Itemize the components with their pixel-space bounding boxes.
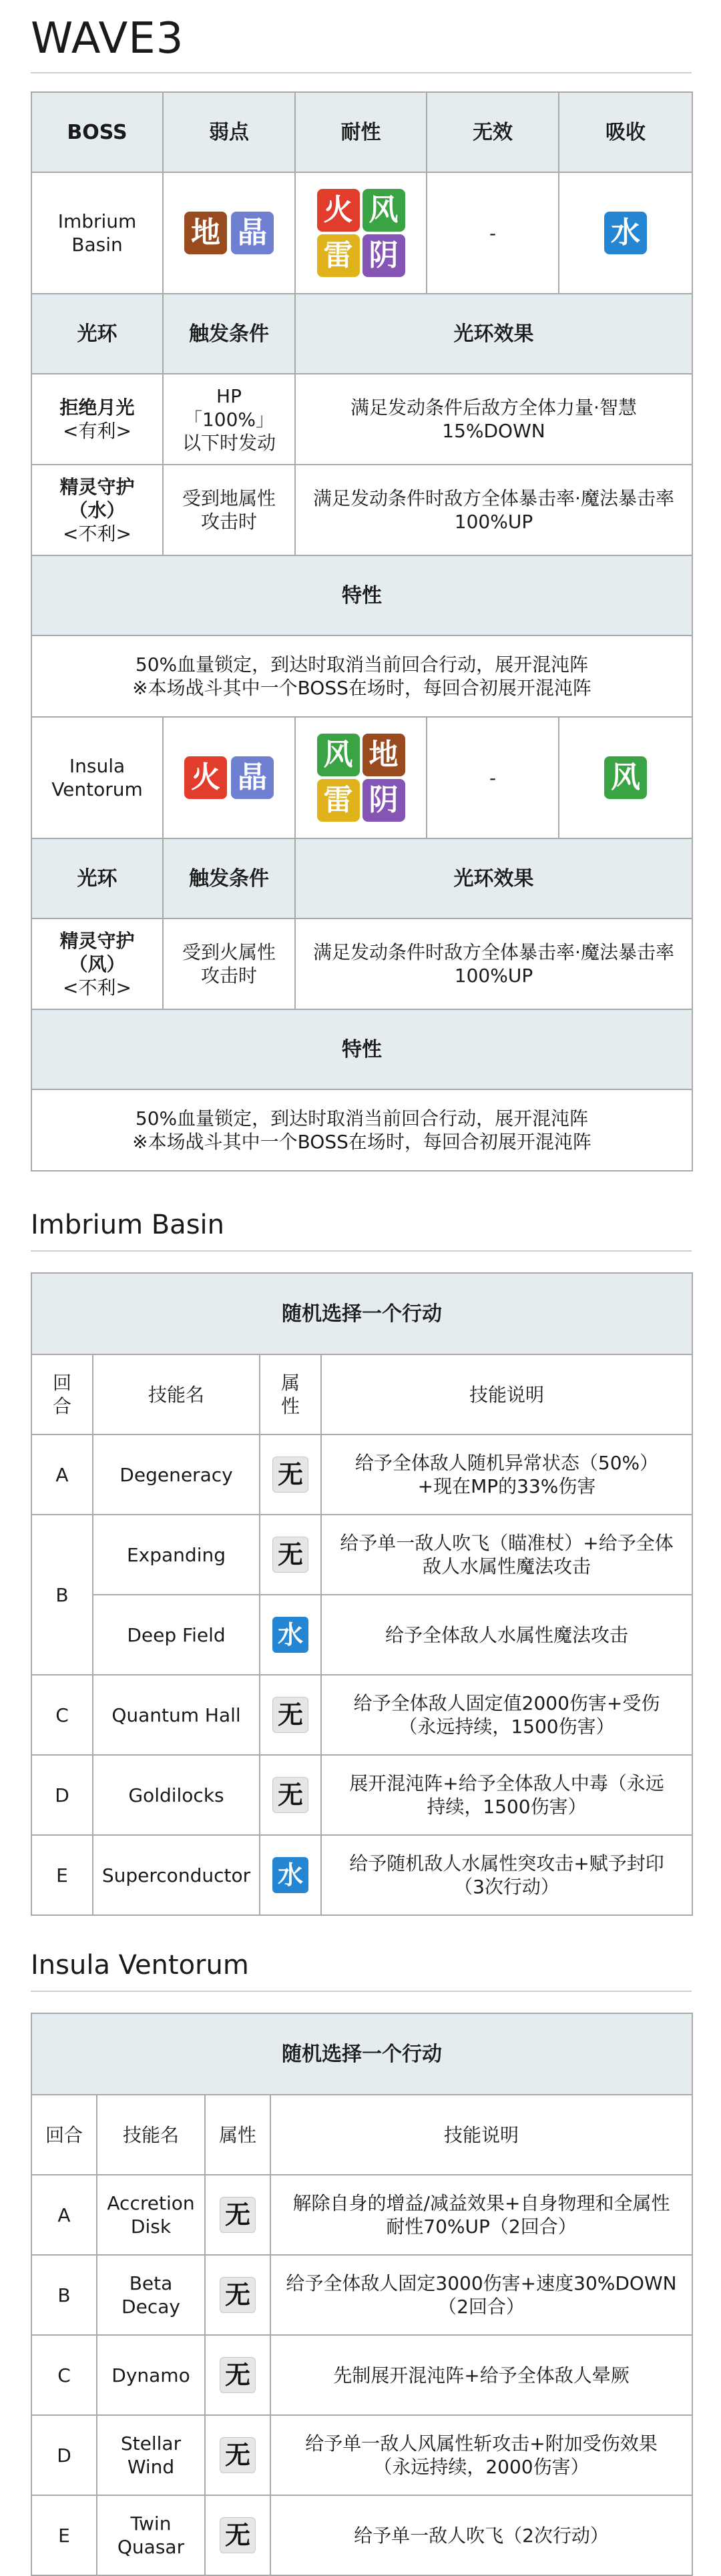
section-title-imbrium: Imbrium Basin <box>31 1205 692 1252</box>
skill-name: Superconductor <box>93 1835 260 1915</box>
none-attr-icon: 无 <box>272 1537 308 1573</box>
resist-cell <box>295 717 427 838</box>
wind-icon: 风 <box>317 734 360 776</box>
skill-desc: 给予全体敌人水属性魔法攻击 <box>321 1595 692 1675</box>
skill-desc: 解除自身的增益/减益效果+自身物理和全属性耐性70%UP（2回合） <box>270 2175 692 2255</box>
none-attr-icon: 无 <box>272 1777 308 1813</box>
skill-name: Goldilocks <box>93 1755 260 1835</box>
section-title-insula: Insula Ventorum <box>31 1945 692 1992</box>
random-action-header: 随机选择一个行动 <box>31 2013 692 2095</box>
header-skill: 技能名 <box>93 1354 260 1435</box>
none-attr-icon: 无 <box>220 2197 256 2233</box>
attr-cell <box>260 1755 321 1835</box>
crystal-icon: 晶 <box>231 756 274 799</box>
trait-text: 50%血量锁定，到达时取消当前回合行动，展开混沌阵 ※本场战斗其中一个BOSS在场时，每回合初展开混沌阵 <box>31 1089 692 1171</box>
none-attr-icon: 无 <box>220 2517 256 2553</box>
header-null: 无效 <box>427 92 559 172</box>
thunder-icon: 雷 <box>317 779 360 822</box>
boss-name: Imbrium Basin <box>31 172 163 294</box>
skill-desc: 展开混沌阵+给予全体敌人中毒（永远持续，1500伤害） <box>321 1755 692 1835</box>
none-attr-icon: 无 <box>272 1457 308 1493</box>
trait-header: 特性 <box>31 1009 692 1089</box>
header-desc: 技能说明 <box>321 1354 692 1435</box>
thunder-icon: 雷 <box>317 234 360 277</box>
attr-cell <box>260 1675 321 1755</box>
skill-desc: 给予全体敌人随机异常状态（50%）+现在MP的33%伤害 <box>321 1435 692 1515</box>
dark-icon: 阴 <box>363 779 405 822</box>
weak-cell <box>163 717 295 838</box>
absorb-cell <box>559 172 692 294</box>
crystal-icon: 晶 <box>231 212 274 254</box>
aura-name: 精灵守护（风） <不利> <box>31 919 163 1009</box>
attr-cell <box>260 1595 321 1675</box>
page-title: WAVE3 <box>31 9 692 73</box>
aura-condition: HP「100%」以下时发动 <box>163 374 295 465</box>
skill-name: Beta Decay <box>97 2255 205 2335</box>
skill-desc: 给予全体敌人固定值2000伤害+受伤（永远持续，1500伤害） <box>321 1675 692 1755</box>
skill-name: Deep Field <box>93 1595 260 1675</box>
water-icon: 水 <box>604 212 647 254</box>
skill-desc: 给予单一敌人吹飞（2次行动） <box>270 2495 692 2575</box>
aura-condition-header: 触发条件 <box>163 294 295 374</box>
wind-icon: 风 <box>604 756 647 799</box>
header-desc: 技能说明 <box>270 2095 692 2175</box>
skill-name: Quantum Hall <box>93 1675 260 1755</box>
boss-name: Insula Ventorum <box>31 717 163 838</box>
null-cell: - <box>427 717 559 838</box>
skill-desc: 给予单一敌人风属性斩攻击+附加受伤效果（永远持续，2000伤害） <box>270 2415 692 2495</box>
earth-icon: 地 <box>363 734 405 776</box>
aura-effect: 满足发动条件时敌方全体暴击率·魔法暴击率100%UP <box>295 465 692 555</box>
attr-cell <box>205 2255 270 2335</box>
random-action-header: 随机选择一个行动 <box>31 1273 692 1354</box>
aura-effect-header: 光环效果 <box>295 294 692 374</box>
aura-name: 精灵守护（水） <不利> <box>31 465 163 555</box>
turn: B <box>31 1515 93 1675</box>
skill-desc: 给予随机敌人水属性突攻击+赋予封印（3次行动） <box>321 1835 692 1915</box>
aura-condition-header: 触发条件 <box>163 838 295 919</box>
absorb-cell <box>559 717 692 838</box>
turn: E <box>31 1835 93 1915</box>
trait-header: 特性 <box>31 555 692 635</box>
earth-icon: 地 <box>184 212 227 254</box>
aura-header: 光环 <box>31 838 163 919</box>
wind-icon: 风 <box>363 189 405 232</box>
header-weak: 弱点 <box>163 92 295 172</box>
skill-name: Twin Quasar <box>97 2495 205 2575</box>
header-turn: 回合 <box>31 2095 97 2175</box>
skill-name: Stellar Wind <box>97 2415 205 2495</box>
turn: C <box>31 1675 93 1755</box>
attr-cell <box>260 1515 321 1595</box>
header-skill: 技能名 <box>97 2095 205 2175</box>
none-attr-icon: 无 <box>220 2437 256 2473</box>
aura-effect: 满足发动条件后敌方全体力量·智慧15%DOWN <box>295 374 692 465</box>
null-cell: - <box>427 172 559 294</box>
turn: A <box>31 1435 93 1515</box>
skill-name: Degeneracy <box>93 1435 260 1515</box>
aura-name: 拒绝月光 <有利> <box>31 374 163 465</box>
header-attr: 属性 <box>205 2095 270 2175</box>
turn: D <box>31 2415 97 2495</box>
header-resist: 耐性 <box>295 92 427 172</box>
attr-cell <box>260 1835 321 1915</box>
attr-cell <box>205 2175 270 2255</box>
none-attr-icon: 无 <box>272 1697 308 1733</box>
dark-icon: 阴 <box>363 234 405 277</box>
turn: A <box>31 2175 97 2255</box>
water-icon: 水 <box>272 1857 308 1893</box>
fire-icon: 火 <box>317 189 360 232</box>
header-turn: 回合 <box>31 1354 93 1435</box>
skill-desc: 给予单一敌人吹飞（瞄准杖）+给予全体敌人水属性魔法攻击 <box>321 1515 692 1595</box>
attr-cell <box>205 2495 270 2575</box>
attr-cell <box>260 1435 321 1515</box>
header-boss: BOSS <box>31 92 163 172</box>
boss-table <box>31 91 693 1172</box>
none-attr-icon: 无 <box>220 2357 256 2393</box>
aura-condition: 受到火属性攻击时 <box>163 919 295 1009</box>
aura-header: 光环 <box>31 294 163 374</box>
attr-cell <box>205 2415 270 2495</box>
turn: D <box>31 1755 93 1835</box>
skill-desc: 先制展开混沌阵+给予全体敌人晕厥 <box>270 2335 692 2415</box>
insula-skill-table <box>31 2013 693 2576</box>
attr-cell <box>205 2335 270 2415</box>
aura-condition: 受到地属性攻击时 <box>163 465 295 555</box>
turn: E <box>31 2495 97 2575</box>
skill-name: Accretion Disk <box>97 2175 205 2255</box>
resist-cell <box>295 172 427 294</box>
turn: B <box>31 2255 97 2335</box>
skill-name: Expanding <box>93 1515 260 1595</box>
trait-text: 50%血量锁定，到达时取消当前回合行动，展开混沌阵 ※本场战斗其中一个BOSS在场时，每回合初展开混沌阵 <box>31 635 692 717</box>
header-attr: 属性 <box>260 1354 321 1435</box>
water-icon: 水 <box>272 1617 308 1653</box>
header-absorb: 吸收 <box>559 92 692 172</box>
aura-effect: 满足发动条件时敌方全体暴击率·魔法暴击率100%UP <box>295 919 692 1009</box>
imbrium-skill-table <box>31 1272 693 1916</box>
weak-cell <box>163 172 295 294</box>
fire-icon: 火 <box>184 756 227 799</box>
skill-desc: 给予全体敌人固定3000伤害+速度30%DOWN（2回合） <box>270 2255 692 2335</box>
none-attr-icon: 无 <box>220 2277 256 2313</box>
turn: C <box>31 2335 97 2415</box>
aura-effect-header: 光环效果 <box>295 838 692 919</box>
skill-name: Dynamo <box>97 2335 205 2415</box>
